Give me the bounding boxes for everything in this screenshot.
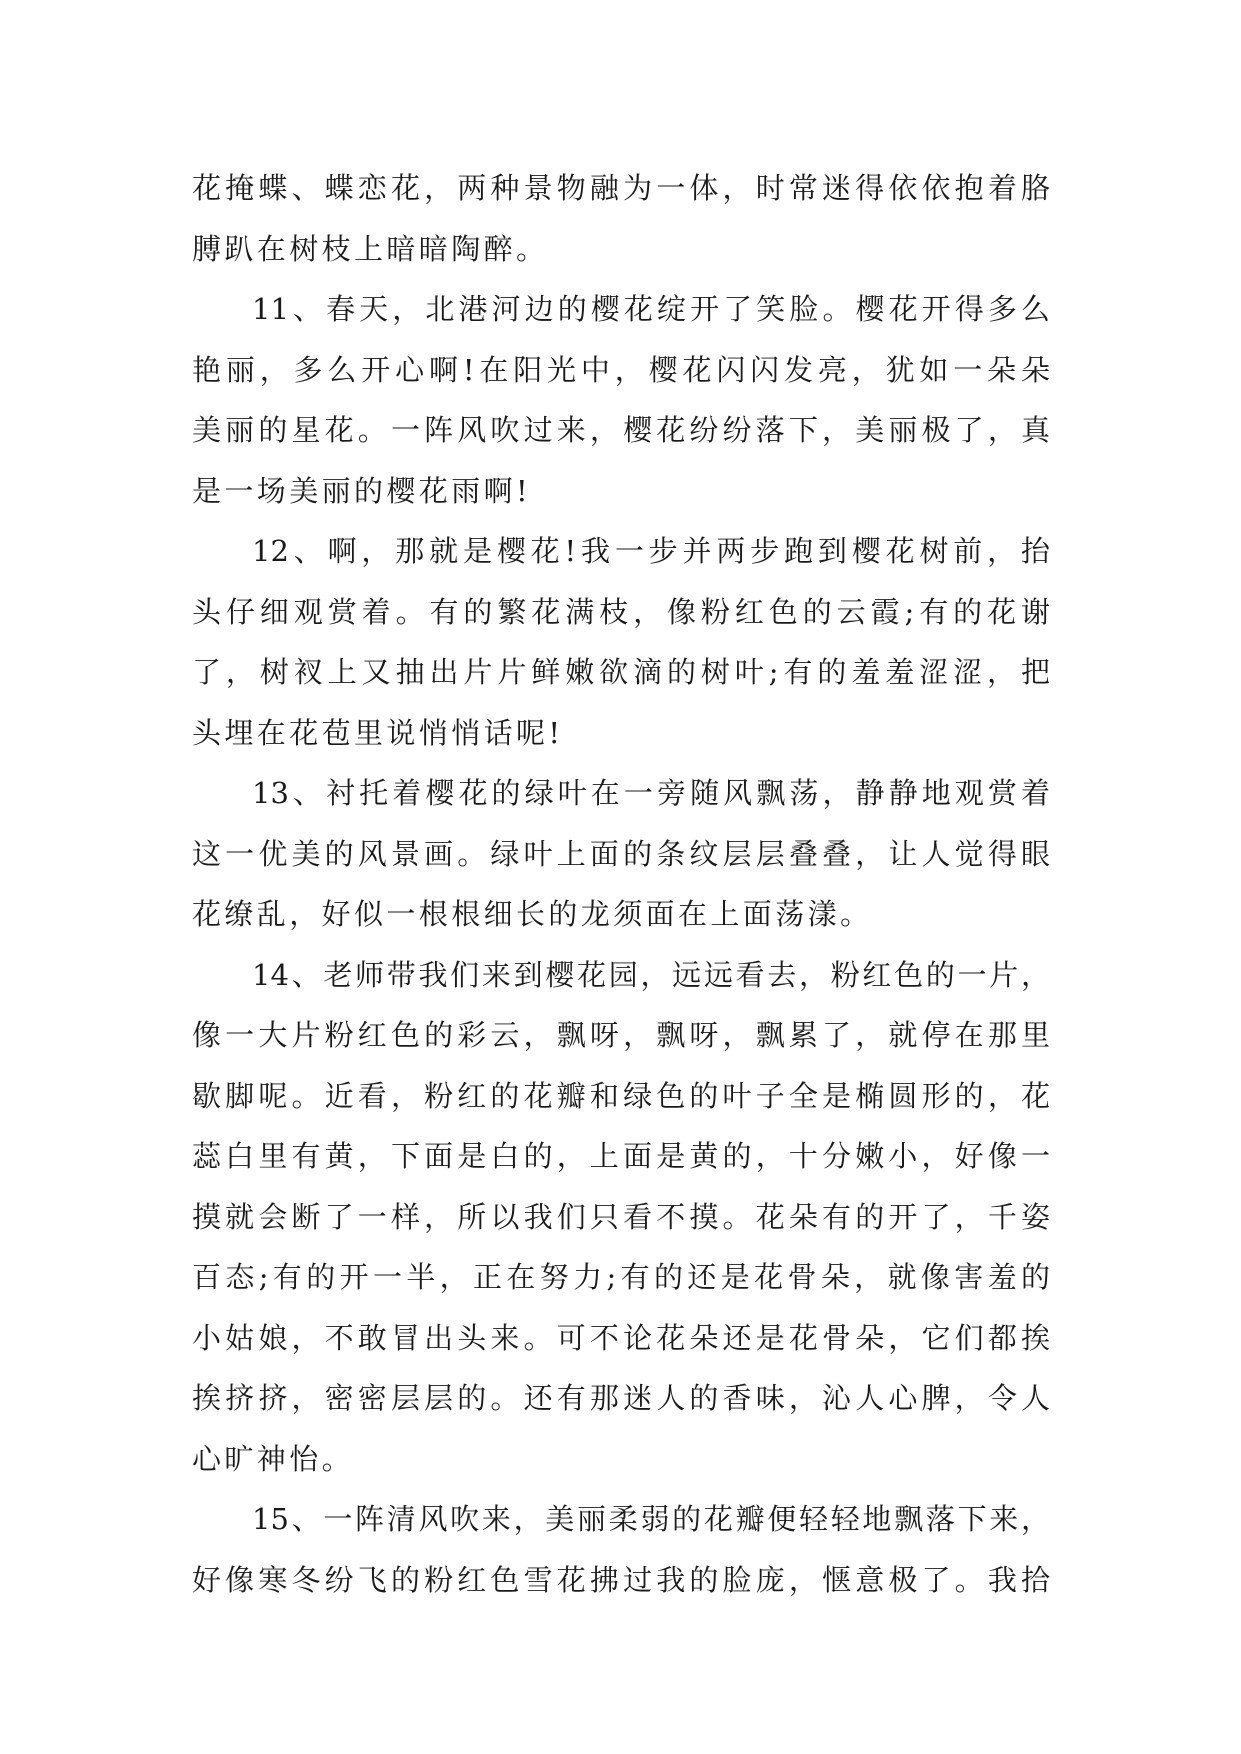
text-line: 11、春天，北港河边的樱花绽开了笑脸。樱花开得多么 xyxy=(252,292,1050,326)
text-line: 13、衬托着樱花的绿叶在一旁随风飘荡，静静地观赏着 xyxy=(252,776,1050,810)
text-line: 心旷神怡。 xyxy=(192,1441,355,1476)
text-line: 小姑娘，不敢冒出头来。可不论花朵还是花骨朵，它们都挨 xyxy=(192,1320,1050,1355)
text-line: 歇脚呢。近看，粉红的花瓣和绿色的叶子全是椭圆形的，花 xyxy=(192,1078,1050,1113)
text-line: 美丽的星花。一阵风吹过来，樱花纷纷落下，美丽极了，真 xyxy=(192,413,1050,447)
text-line: 14、老师带我们来到樱花园，远远看去，粉红色的一片， xyxy=(252,957,1050,992)
text-line: 艳丽，多么开心啊!在阳光中，樱花闪闪发亮，犹如一朵朵 xyxy=(192,352,1050,387)
text-line: 百态;有的开一半，正在努力;有的还是花骨朵，就像害羞的 xyxy=(192,1260,1050,1294)
text-line: 摸就会断了一样，所以我们只看不摸。花朵有的开了，千姿 xyxy=(192,1199,1050,1234)
text-line: 这一优美的风景画。绿叶上面的条纹层层叠叠，让人觉得眼 xyxy=(192,836,1050,871)
text-line: 头埋在花苞里说悄悄话呢! xyxy=(192,715,564,750)
document-page xyxy=(192,158,1050,1610)
text-line: 花缭乱，好似一根根细长的龙须面在上面荡漾。 xyxy=(192,897,873,931)
text-line: 好像寒冬纷飞的粉红色雪花拂过我的脸庞，惬意极了。我拾 xyxy=(192,1562,1050,1597)
text-line: 12、啊，那就是樱花!我一步并两步跑到樱花树前，抬 xyxy=(252,534,1050,568)
text-line: 头仔细观赏着。有的繁花满枝，像粉红色的云霞;有的花谢 xyxy=(192,594,1050,629)
text-line: 挨挤挤，密密层层的。还有那迷人的香味，沁人心脾，令人 xyxy=(192,1381,1050,1415)
text-line: 15、一阵清风吹来，美丽柔弱的花瓣便轻轻地飘落下来， xyxy=(252,1502,1050,1536)
text-line: 膊趴在树枝上暗暗陶醉。 xyxy=(192,231,549,266)
text-line: 了，树衩上又抽出片片鲜嫩欲滴的树叶;有的羞羞涩涩，把 xyxy=(192,655,1050,689)
text-line: 蕊白里有黄，下面是白的，上面是黄的，十分嫩小，好像一 xyxy=(192,1139,1050,1173)
text-line: 是一场美丽的樱花雨啊! xyxy=(192,473,532,508)
text-line: 像一大片粉红色的彩云，飘呀，飘呀，飘累了，就停在那里 xyxy=(192,1018,1050,1052)
text-line: 花掩蝶、蝶恋花，两种景物融为一体，时常迷得依依抱着胳 xyxy=(192,171,1050,205)
